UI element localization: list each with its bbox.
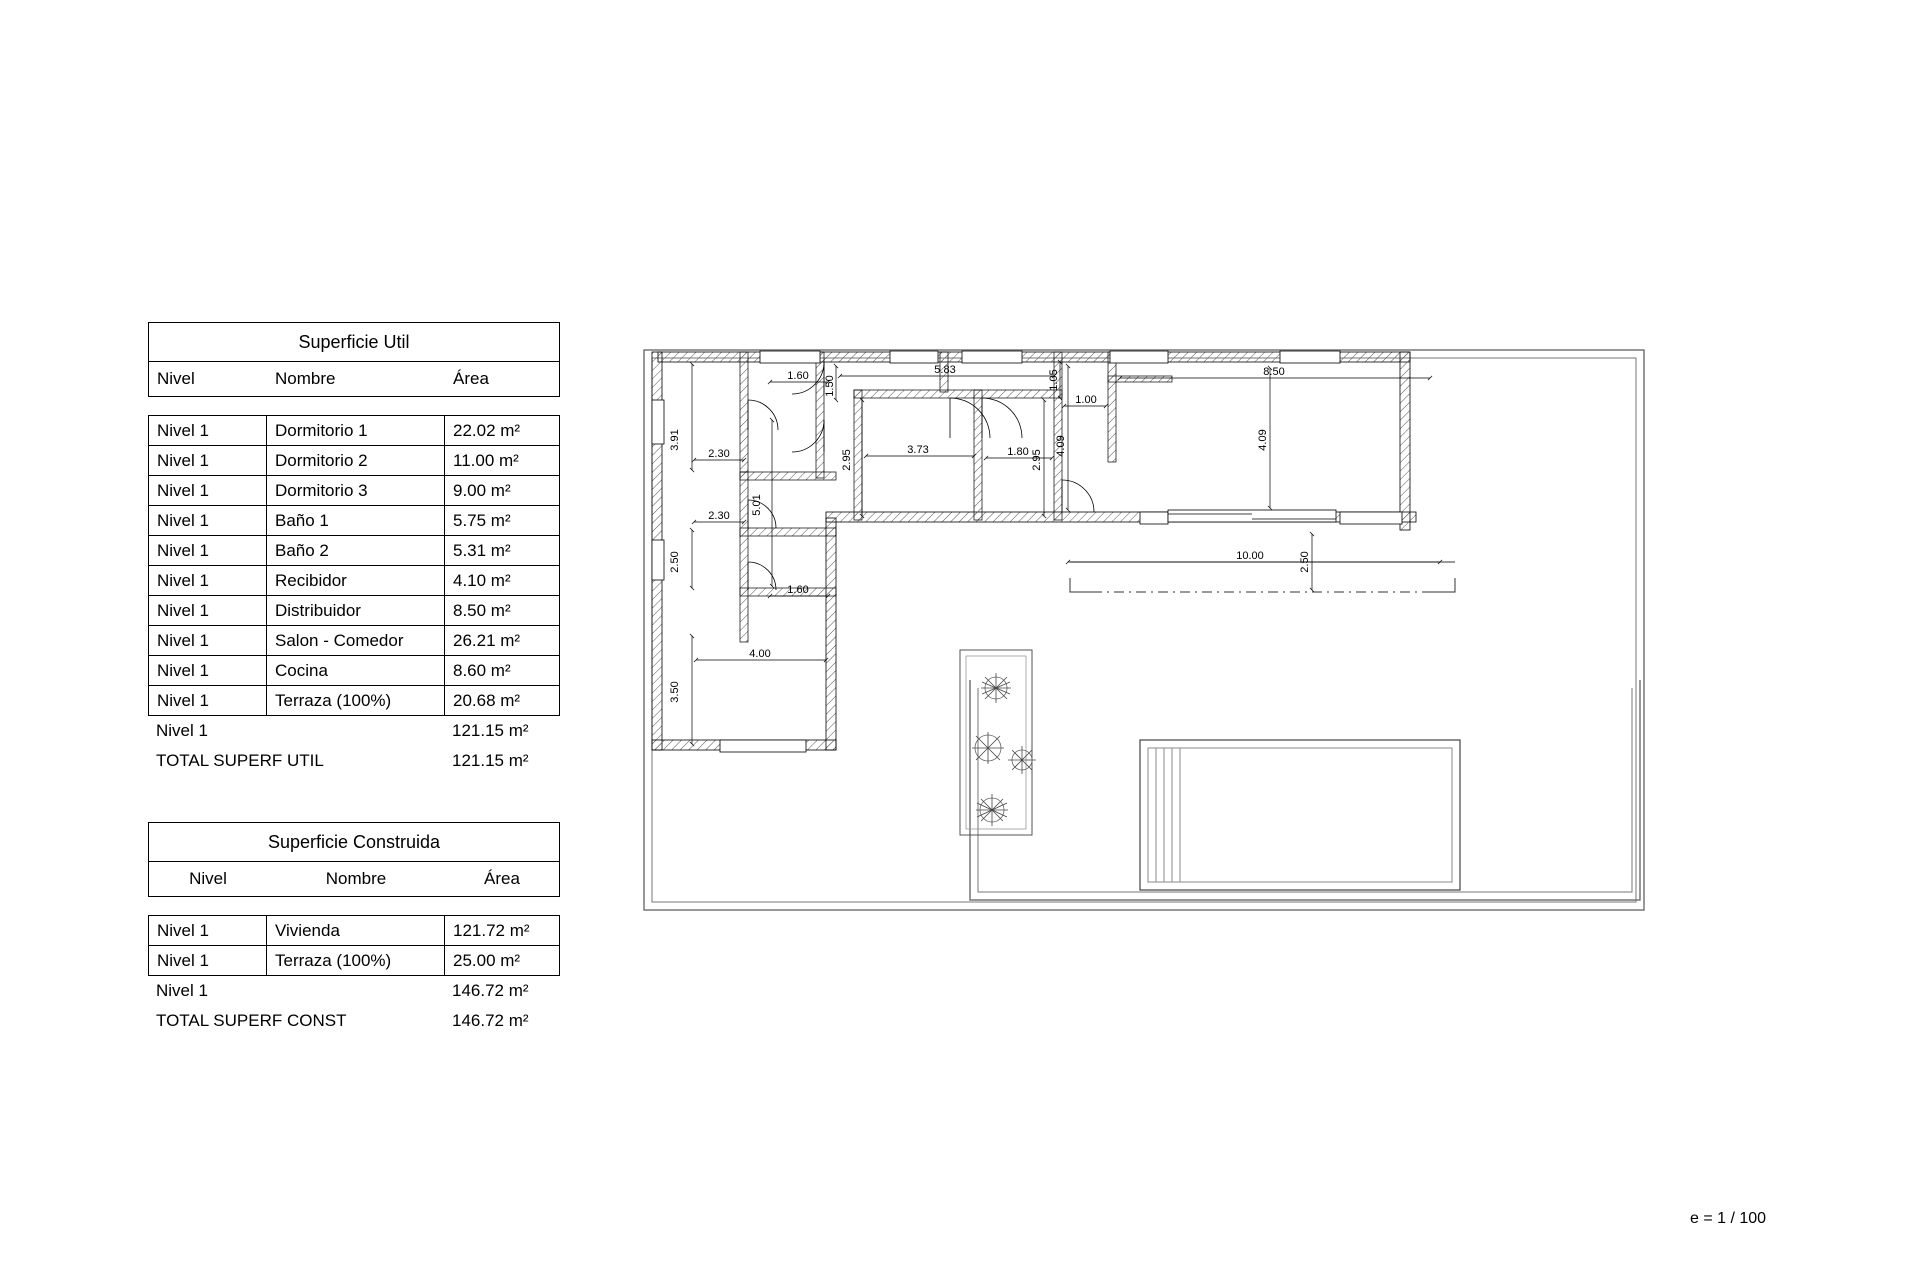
dim-10-00: 10.00 xyxy=(1236,550,1264,562)
table-row xyxy=(148,626,560,656)
cell-nivel: Nivel 1 xyxy=(149,626,267,655)
cell-area: 8.50 m² xyxy=(453,601,511,620)
column-header-nombre: Nombre xyxy=(325,869,387,888)
table-row xyxy=(148,566,560,596)
dim-2-50-b: 2.50 xyxy=(1299,551,1311,573)
table-row xyxy=(148,596,560,626)
cell-area: 8.60 m² xyxy=(453,661,511,680)
cell-nombre: Recibidor xyxy=(267,566,445,595)
floor-plan-drawing xyxy=(640,340,1750,1040)
dim-3-91: 3.91 xyxy=(669,429,681,451)
table-row xyxy=(148,446,560,476)
superficie-construida-column-headers xyxy=(148,861,560,897)
dim-5-83: 5.83 xyxy=(934,364,956,376)
superficie-util-subtotal xyxy=(148,716,560,746)
dim-4-09-a: 4.09 xyxy=(1055,435,1067,457)
superficie-construida-table xyxy=(148,822,560,1036)
cell-area: 25.00 m² xyxy=(453,951,521,970)
column-header-nivel: Nivel xyxy=(189,869,227,888)
cell-nivel: Nivel 1 xyxy=(149,506,267,535)
superficie-util-title: Superficie Util xyxy=(148,322,560,361)
cell-area: 22.02 m² xyxy=(453,421,521,440)
cell-nivel: Nivel 1 xyxy=(149,416,267,445)
cell-nombre: Vivienda xyxy=(267,916,445,945)
cell-nombre: Cocina xyxy=(267,656,445,685)
superficie-util-column-headers xyxy=(148,361,560,397)
cell-nombre: Baño 1 xyxy=(267,506,445,535)
table-row xyxy=(148,916,560,946)
superficie-util-table xyxy=(148,322,560,776)
table-row xyxy=(148,506,560,536)
column-header-nombre: Nombre xyxy=(275,369,336,388)
dim-1-50: 1.50 xyxy=(824,375,836,397)
cell-area: 26.21 m² xyxy=(453,631,521,650)
cell-nivel: Nivel 1 xyxy=(149,566,267,595)
table-spacer xyxy=(148,897,560,915)
dim-2-30-b: 2.30 xyxy=(708,510,730,522)
dim-1-00: 1.00 xyxy=(1075,394,1097,406)
total-value: 121.15 m² xyxy=(452,751,529,770)
dim-5-01: 5.01 xyxy=(751,494,763,516)
superficie-construida-subtotal xyxy=(148,976,560,1006)
total-label: TOTAL SUPERF UTIL xyxy=(156,751,324,770)
cell-area: 11.00 m² xyxy=(453,451,519,470)
dim-2-50-a: 2.50 xyxy=(669,551,681,573)
cell-area: 121.72 m² xyxy=(453,921,530,940)
superficie-construida-rows xyxy=(148,915,560,976)
cell-nombre: Dormitorio 1 xyxy=(267,416,445,445)
column-header-area: Área xyxy=(453,369,489,388)
cell-nivel: Nivel 1 xyxy=(149,536,267,565)
cell-nombre: Salon - Comedor xyxy=(267,626,445,655)
dim-1-60-b: 1.60 xyxy=(787,584,809,596)
cell-nivel: Nivel 1 xyxy=(149,916,267,945)
subtotal-label: Nivel 1 xyxy=(156,721,208,740)
dim-4-09-b: 4.09 xyxy=(1257,429,1269,451)
column-header-nivel: Nivel xyxy=(157,369,195,388)
cell-nivel: Nivel 1 xyxy=(149,476,267,505)
table-row xyxy=(148,946,560,976)
dim-1-05: 1.05 xyxy=(1048,369,1060,391)
dim-4-00: 4.00 xyxy=(749,648,771,660)
superficie-util-total xyxy=(148,746,560,776)
cell-nivel: Nivel 1 xyxy=(149,446,267,475)
cell-nombre: Baño 2 xyxy=(267,536,445,565)
subtotal-value: 121.15 m² xyxy=(452,721,529,740)
dim-3-50: 3.50 xyxy=(669,681,681,703)
dim-2-30-a: 2.30 xyxy=(708,448,730,460)
scale-note: e = 1 / 100 xyxy=(1690,1210,1767,1227)
cell-nivel: Nivel 1 xyxy=(149,686,267,715)
cell-nombre: Distribuidor xyxy=(267,596,445,625)
table-row xyxy=(148,536,560,566)
table-row xyxy=(148,656,560,686)
subtotal-value: 146.72 m² xyxy=(452,981,529,1000)
superficie-construida-title: Superficie Construida xyxy=(148,822,560,861)
total-label: TOTAL SUPERF CONST xyxy=(156,1011,347,1030)
table-spacer xyxy=(148,397,560,415)
cell-area: 9.00 m² xyxy=(453,481,511,500)
cell-nivel: Nivel 1 xyxy=(149,656,267,685)
cell-nivel: Nivel 1 xyxy=(149,596,267,625)
cell-area: 4.10 m² xyxy=(453,571,511,590)
dim-2-95-b: 2.95 xyxy=(1031,449,1043,471)
cell-nombre: Terraza (100%) xyxy=(267,686,445,715)
superficie-util-rows xyxy=(148,415,560,716)
dim-1-80: 1.80 xyxy=(1007,446,1029,458)
cell-nombre: Dormitorio 2 xyxy=(267,446,445,475)
cell-nombre: Terraza (100%) xyxy=(267,946,445,975)
cell-area: 5.75 m² xyxy=(453,511,511,530)
table-row xyxy=(148,416,560,446)
cell-nombre: Dormitorio 3 xyxy=(267,476,445,505)
dim-3-73: 3.73 xyxy=(907,444,929,456)
table-row xyxy=(148,476,560,506)
dim-1-60-a: 1.60 xyxy=(787,370,809,382)
superficie-construida-total xyxy=(148,1006,560,1036)
cell-area: 5.31 m² xyxy=(453,541,511,560)
table-row xyxy=(148,686,560,716)
subtotal-label: Nivel 1 xyxy=(156,981,208,1000)
dim-2-95-a: 2.95 xyxy=(841,449,853,471)
cell-nivel: Nivel 1 xyxy=(149,946,267,975)
column-header-area: Área xyxy=(484,869,520,888)
dim-8-50: 8.50 xyxy=(1263,366,1285,378)
cell-area: 20.68 m² xyxy=(453,691,521,710)
total-value: 146.72 m² xyxy=(452,1011,529,1030)
